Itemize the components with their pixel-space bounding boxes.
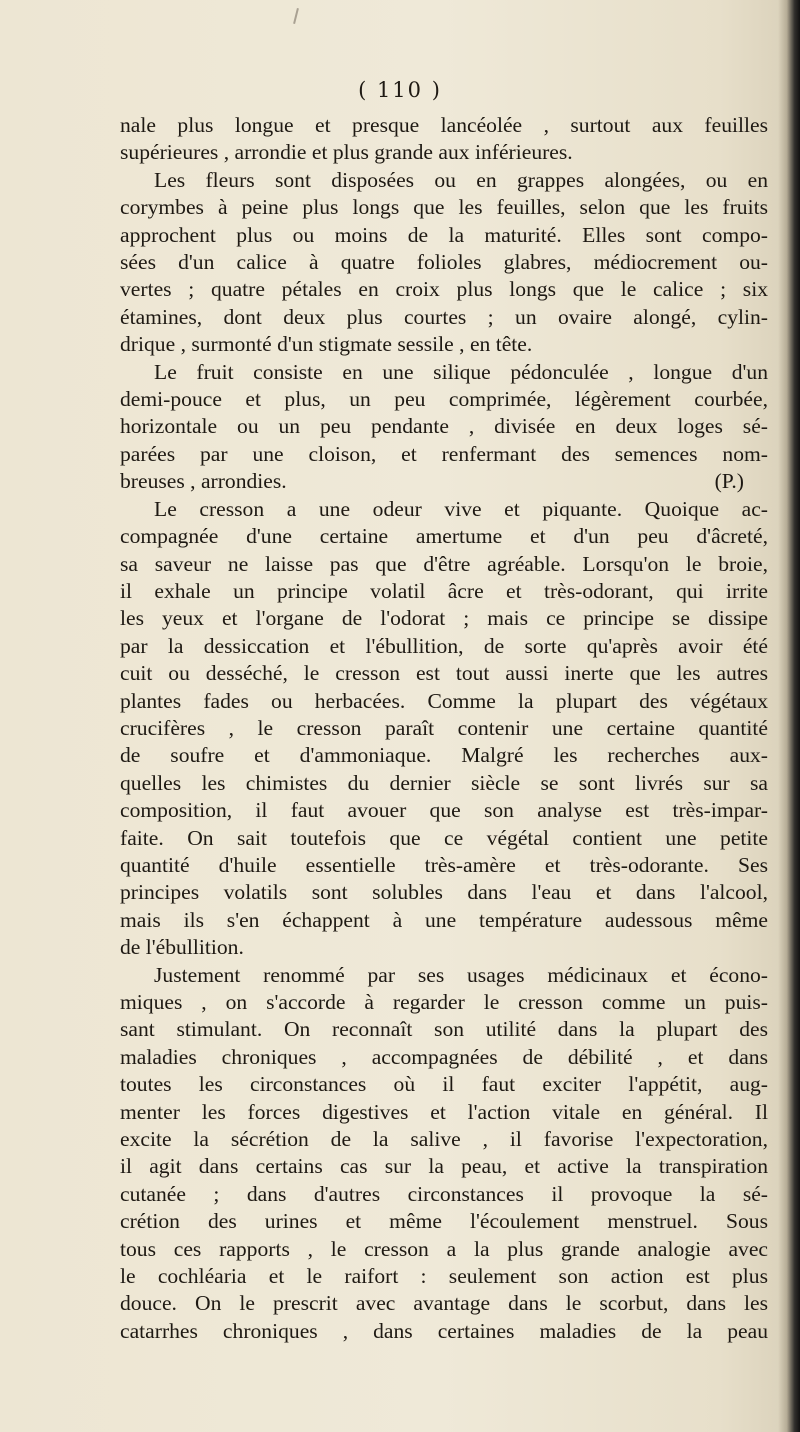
text-line: tous ces rapports , le cresson a la plus grande analogie avec bbox=[120, 1236, 768, 1261]
text-line: composition, il faut avouer que son analyse est très-impar- bbox=[120, 798, 768, 823]
text-line: quelles les chimistes du dernier siècle se sont livrés sur sa bbox=[120, 770, 768, 795]
text-line: il agit dans certains cas sur la peau, et active la transpiration bbox=[120, 1154, 768, 1179]
text-line: Les fleurs sont disposées ou en grappes alongées, ou en bbox=[154, 167, 768, 192]
text-line: étamines, dont deux plus courtes ; un ovaire alongé, cylin- bbox=[120, 304, 768, 329]
text-line: parées par une cloison, et renfermant des semences nom- bbox=[120, 441, 768, 466]
text-line: corymbes à peine plus longs que les feuilles, selon que les fruits bbox=[120, 195, 768, 220]
body-text bbox=[120, 112, 768, 1345]
text-line: plantes fades ou herbacées. Comme la plupart des végétaux bbox=[120, 688, 768, 713]
text-line: demi-pouce et plus, un peu comprimée, légèrement courbée, bbox=[120, 387, 768, 412]
text-line: il exhale un principe volatil âcre et très-odorant, qui irrite bbox=[120, 578, 768, 603]
text-line: supérieures , arrondie et plus grande aux inférieures. bbox=[120, 140, 573, 165]
text-line: faite. On sait toutefois que ce végétal contient une petite bbox=[120, 825, 768, 850]
text-line: nale plus longue et presque lancéolée , surtout aux feuilles bbox=[120, 113, 768, 137]
text-line: les yeux et l'organe de l'odorat ; mais ce principe se dissipe bbox=[120, 606, 768, 631]
text-line: le cochléaria et le raifort : seulement son action est plus bbox=[120, 1264, 768, 1289]
text-line: mais ils s'en échappent à une température audessous même bbox=[120, 907, 768, 932]
text-line: cutanée ; dans d'autres circonstances il provoque la sé- bbox=[120, 1181, 768, 1206]
text-line: crétion des urines et même l'écoulement menstruel. Sous bbox=[120, 1209, 768, 1234]
text-line: catarrhes chroniques , dans certaines maladies de la peau bbox=[120, 1318, 768, 1343]
text-line: drique , surmonté d'un stigmate sessile , en tête. bbox=[120, 332, 533, 357]
text-line: quantité d'huile essentielle très-amère et très-odorante. Ses bbox=[120, 852, 768, 877]
text-line: miques , on s'accorde à regarder le cresson comme un puis- bbox=[120, 990, 768, 1014]
text-line: approchent plus ou moins de la maturité. Elles sont compo- bbox=[120, 222, 768, 247]
ink-mark bbox=[293, 8, 299, 24]
page-number: ( 110 ) bbox=[358, 78, 442, 102]
text-line: de l'ébullition. bbox=[120, 935, 244, 960]
text-line: sa saveur ne laisse pas que d'être agréable. Lorsqu'on le broie, bbox=[120, 551, 768, 576]
text-line bbox=[120, 468, 768, 495]
text-line: Justement renommé par ses usages médicinaux et écono- bbox=[154, 962, 768, 987]
text-line: menter les forces digestives et l'action vitale en général. Il bbox=[120, 1099, 768, 1124]
text-line: par la dessiccation et l'ébullition, de sorte qu'après avoir été bbox=[120, 633, 768, 658]
text-line: Le cresson a une odeur vive et piquante. Quoique ac- bbox=[154, 496, 768, 521]
text-line: vertes ; quatre pétales en croix plus longs que le calice ; six bbox=[120, 277, 768, 302]
text-line: Le fruit consiste en une silique pédonculée , longue d'un bbox=[154, 359, 768, 384]
text-line: crucifères , le cresson paraît contenir une certaine quantité bbox=[120, 715, 768, 740]
text-line: douce. On le prescrit avec avantage dans le scorbut, dans les bbox=[120, 1291, 768, 1316]
text-line: maladies chroniques , accompagnées de débilité , et dans bbox=[120, 1044, 768, 1069]
page-edge-shadow bbox=[778, 0, 800, 1432]
text-line: de soufre et d'ammoniaque. Malgré les recherches aux- bbox=[120, 743, 768, 768]
text-line-content: breuses , arrondies. bbox=[120, 469, 287, 494]
text-line: compagnée d'une certaine amertume et d'un peu d'âcreté, bbox=[120, 524, 768, 549]
text-line: principes volatils sont solubles dans l'eau et dans l'alcool, bbox=[120, 880, 768, 905]
text-line: sant stimulant. On reconnaît son utilité dans la plupart des bbox=[120, 1017, 768, 1042]
text-line: sées d'un calice à quatre folioles glabres, médiocrement ou- bbox=[120, 250, 768, 275]
text-line: horizontale ou un peu pendante , divisée en deux loges sé- bbox=[120, 414, 768, 439]
text-line: excite la sécrétion de la salive , il favorise l'expectoration, bbox=[120, 1127, 768, 1152]
text-line: cuit ou desséché, le cresson est tout aussi inerte que les autres bbox=[120, 661, 768, 686]
text-line: toutes les circonstances où il faut exciter l'appétit, aug- bbox=[120, 1072, 768, 1097]
author-initial: (P.) bbox=[714, 469, 744, 494]
